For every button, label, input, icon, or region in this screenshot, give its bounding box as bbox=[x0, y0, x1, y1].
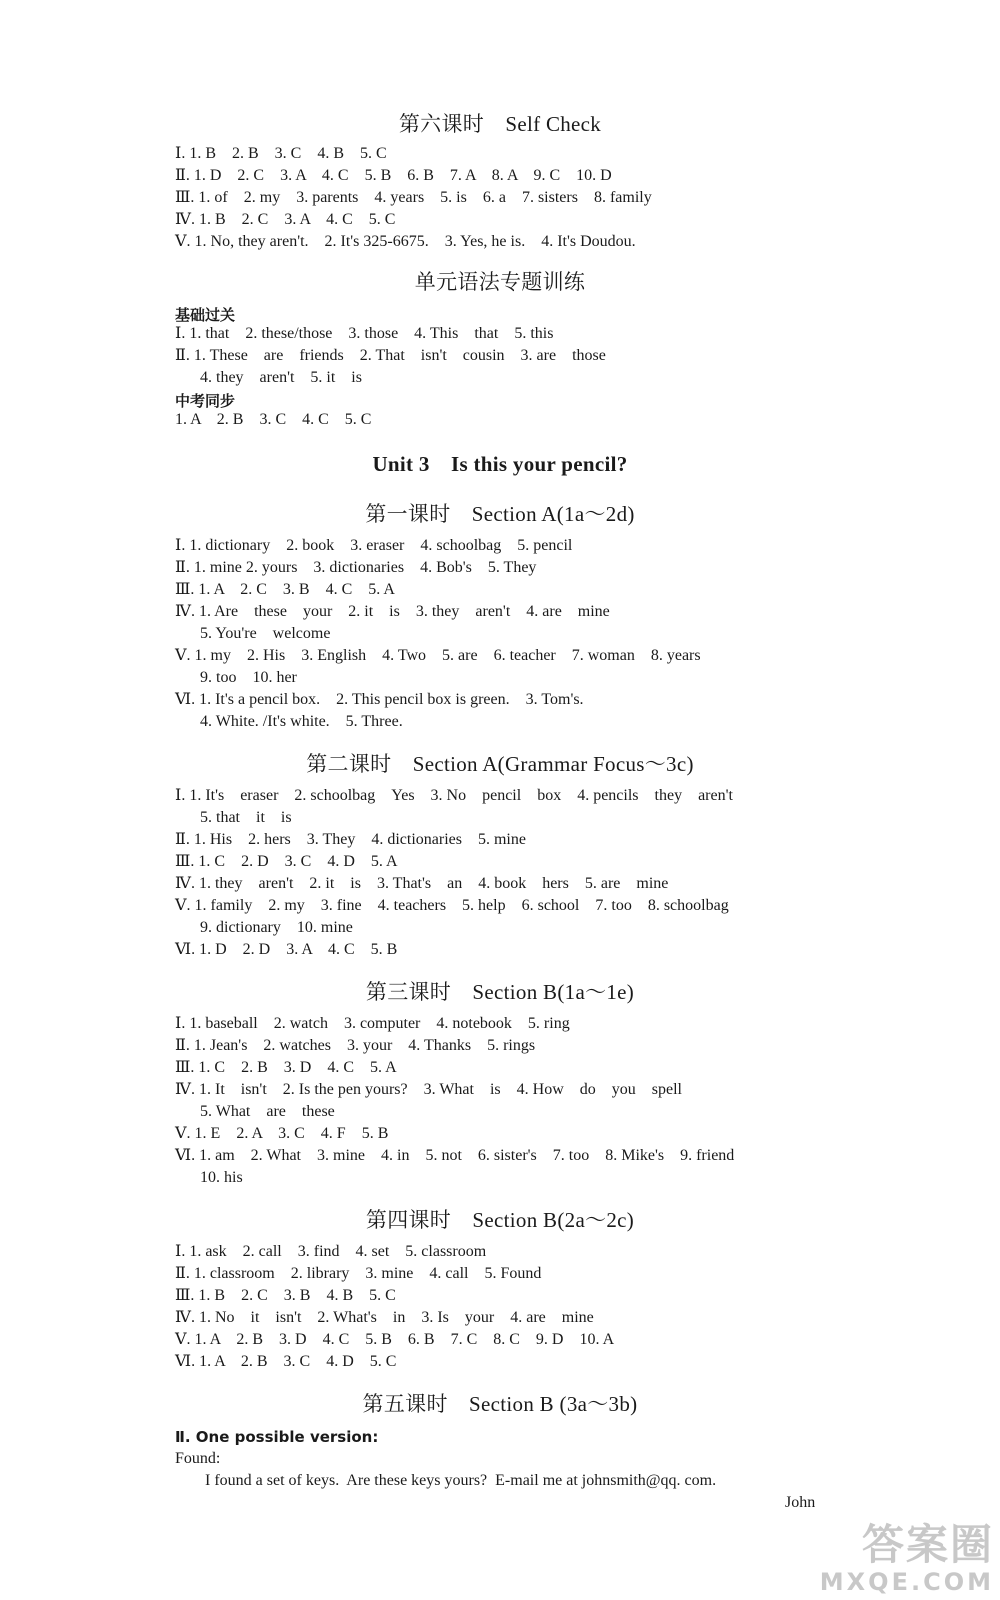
answer-line: Ⅰ. 1. dictionary 2. book 3. eraser 4. schoolbag 5. pencil bbox=[175, 537, 573, 554]
answer-line: Ⅵ. 1. A 2. B 3. C 4. D 5. C bbox=[175, 1353, 397, 1370]
subsection-label: 中考同步 bbox=[175, 392, 236, 410]
answer-line: Ⅱ. 1. These are friends 2. That isn't cousin 3. are those bbox=[175, 347, 606, 364]
answer-line: Ⅲ. 1. of 2. my 3. parents 4. years 5. is 6. a 7. sisters 8. family bbox=[175, 189, 652, 206]
answer-line: Ⅴ. 1. my 2. His 3. English 4. Two 5. are 6. teacher 7. woman 8. years bbox=[175, 647, 701, 664]
answer-line: Ⅲ. 1. C 2. D 3. C 4. D 5. A bbox=[175, 853, 398, 870]
lesson-title: 第一课时 Section A(1a～2d) bbox=[365, 502, 635, 526]
section-title: 第六课时 Self Check bbox=[398, 112, 602, 136]
writing-heading: Ⅱ. One possible version: bbox=[175, 1428, 379, 1446]
answer-line: 4. White. /It's white. 5. Three. bbox=[200, 713, 403, 730]
answer-line: 9. too 10. her bbox=[200, 669, 297, 686]
answer-line: Ⅳ. 1. they aren't 2. it is 3. That's an 4. book hers 5. are mine bbox=[175, 875, 669, 892]
answer-line: Ⅴ. 1. E 2. A 3. C 4. F 5. B bbox=[175, 1125, 389, 1142]
answer-line: Ⅱ. 1. D 2. C 3. A 4. C 5. B 6. B 7. A 8. A 9. C 10. D bbox=[175, 167, 612, 184]
answer-line: Ⅳ. 1. Are these your 2. it is 3. they aren't 4. are mine bbox=[175, 603, 610, 620]
answer-line: Ⅴ. 1. No, they aren't. 2. It's 325-6675. 3. Yes, he is. 4. It's Doudou. bbox=[175, 233, 636, 250]
writing-sign: John bbox=[785, 1494, 816, 1511]
lesson-title: 第三课时 Section B(1a～1e) bbox=[365, 980, 635, 1004]
answer-line: Ⅵ. 1. am 2. What 3. mine 4. in 5. not 6. sister's 7. too 8. Mike's 9. friend bbox=[175, 1147, 735, 1164]
answer-line: 4. they aren't 5. it is bbox=[200, 369, 362, 386]
writing-found: Found: bbox=[175, 1450, 221, 1467]
answer-line: 5. What are these bbox=[200, 1103, 335, 1120]
answer-line: 1. A 2. B 3. C 4. C 5. C bbox=[175, 411, 372, 428]
answer-line: Ⅲ. 1. A 2. C 3. B 4. C 5. A bbox=[175, 581, 395, 598]
answer-line: Ⅵ. 1. D 2. D 3. A 4. C 5. B bbox=[175, 941, 398, 958]
answer-line: Ⅱ. 1. Jean's 2. watches 3. your 4. Thanks 5. rings bbox=[175, 1037, 536, 1054]
writing-body: I found a set of keys. Are these keys yours? E-mail me at johnsmith@qq. com. bbox=[205, 1472, 717, 1489]
answer-line: 5. You're welcome bbox=[200, 625, 331, 642]
section-title: 单元语法专题训练 bbox=[414, 270, 586, 294]
answer-line: Ⅰ. 1. B 2. B 3. C 4. B 5. C bbox=[175, 145, 387, 162]
subsection-label: 基础过关 bbox=[175, 306, 236, 324]
unit-title: Unit 3 Is this your pencil? bbox=[372, 452, 628, 476]
answer-line: Ⅳ. 1. B 2. C 3. A 4. C 5. C bbox=[175, 211, 396, 228]
answer-line: 9. dictionary 10. mine bbox=[200, 919, 353, 936]
answer-line: Ⅴ. 1. family 2. my 3. fine 4. teachers 5. help 6. school 7. too 8. schoolbag bbox=[175, 897, 729, 914]
answer-line: Ⅰ. 1. baseball 2. watch 3. computer 4. notebook 5. ring bbox=[175, 1015, 570, 1032]
answer-line: Ⅱ. 1. His 2. hers 3. They 4. dictionaries 5. mine bbox=[175, 831, 526, 848]
answer-line: Ⅱ. 1. mine 2. yours 3. dictionaries 4. Bob's 5. They bbox=[175, 559, 537, 576]
answer-line: Ⅳ. 1. No it isn't 2. What's in 3. Is your 4. are mine bbox=[175, 1309, 594, 1326]
lesson-title: 第二课时 Section A(Grammar Focus～3c) bbox=[306, 752, 694, 776]
answer-line: Ⅰ. 1. ask 2. call 3. find 4. set 5. classroom bbox=[175, 1243, 487, 1260]
watermark-url: MXQE.COM bbox=[819, 1568, 994, 1596]
lesson-title: 第五课时 Section B (3a～3b) bbox=[362, 1392, 638, 1416]
site-watermark bbox=[820, 1522, 994, 1596]
answer-line: Ⅰ. 1. It's eraser 2. schoolbag Yes 3. No pencil box 4. pencils they aren't bbox=[175, 787, 733, 804]
answer-line: Ⅲ. 1. C 2. B 3. D 4. C 5. A bbox=[175, 1059, 397, 1076]
answer-line: Ⅲ. 1. B 2. C 3. B 4. B 5. C bbox=[175, 1287, 396, 1304]
answer-line: Ⅰ. 1. that 2. these/those 3. those 4. This that 5. this bbox=[175, 325, 554, 342]
answer-line: Ⅱ. 1. classroom 2. library 3. mine 4. call 5. Found bbox=[175, 1265, 542, 1282]
answer-line: Ⅳ. 1. It isn't 2. Is the pen yours? 3. What is 4. How do you spell bbox=[175, 1081, 682, 1098]
answer-line: 10. his bbox=[200, 1169, 243, 1186]
watermark-logo: 答案圈 bbox=[861, 1520, 994, 1569]
answer-line: Ⅵ. 1. It's a pencil box. 2. This pencil box is green. 3. Tom's. bbox=[175, 691, 584, 708]
answer-line: Ⅴ. 1. A 2. B 3. D 4. C 5. B 6. B 7. C 8. C 9. D 10. A bbox=[175, 1331, 615, 1348]
lesson-title: 第四课时 Section B(2a～2c) bbox=[365, 1208, 635, 1232]
answer-line: 5. that it is bbox=[200, 809, 292, 826]
